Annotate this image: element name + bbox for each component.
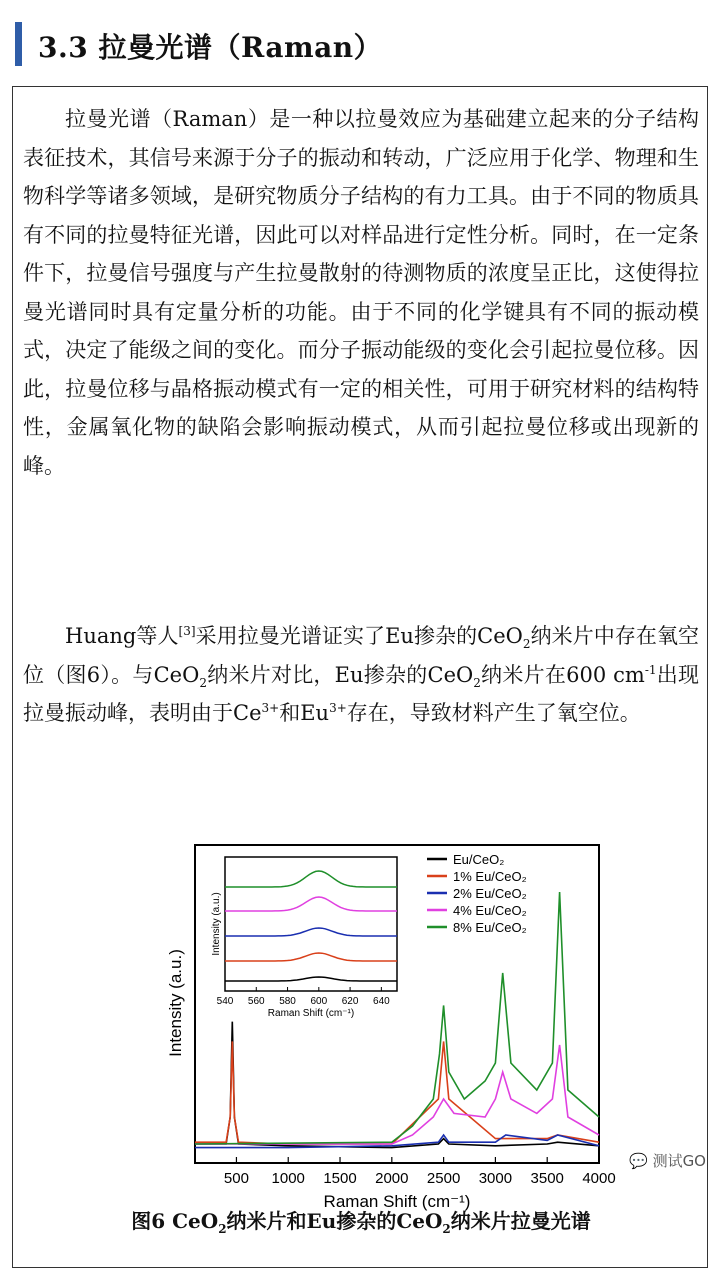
caption-text: 纳米片拉曼光谱 (450, 1209, 591, 1233)
legend-label: 1% Eu/CeO₂ (453, 869, 527, 884)
caption-text: 图6 CeO (131, 1209, 219, 1233)
text-segment: Huang等人 (65, 624, 179, 648)
superscript: 3+ (329, 701, 347, 715)
text-segment: 纳米片在600 cm (480, 662, 645, 687)
inset-x-tick-label: 640 (373, 996, 390, 1007)
caption-subscript: 2 (442, 1222, 451, 1236)
inset-frame (225, 857, 397, 991)
inset-x-tick-label: 600 (310, 996, 328, 1007)
watermark-text: 测试GO (652, 1152, 706, 1170)
superscript: -1 (644, 662, 657, 677)
subscript: 2 (522, 637, 531, 652)
text-segment: 纳米片对比，Eu掺杂的CeO (206, 662, 474, 687)
wechat-icon: 💬 (629, 1152, 648, 1170)
text-segment: 出现拉曼振动峰，表明由于Ce (23, 662, 700, 725)
inset-x-tick-label: 580 (279, 996, 296, 1007)
x-tick-label: 1500 (323, 1170, 357, 1187)
legend-label: 2% Eu/CeO₂ (453, 886, 527, 901)
text-segment: 和Eu (279, 701, 330, 725)
section-accent-bar (15, 22, 22, 66)
figure-caption (13, 1205, 709, 1234)
subscript: 2 (473, 675, 481, 690)
text-segment: 存在，导致材料产生了氧空位。 (346, 701, 641, 725)
caption-text: 纳米片和Eu掺杂的CeO (226, 1209, 443, 1233)
x-tick-label: 1000 (271, 1170, 305, 1187)
x-axis-label: Raman Shift (cm⁻¹) (323, 1192, 471, 1211)
inset-x-tick-label: 560 (247, 996, 265, 1007)
x-tick-label: 3000 (478, 1170, 513, 1187)
inset-y-axis-label: Intensity (a.u.) (211, 892, 222, 956)
x-tick-label: 2000 (375, 1170, 409, 1187)
raman-chart (141, 827, 621, 1213)
x-tick-label: 500 (223, 1170, 249, 1187)
x-tick-label: 2500 (426, 1170, 461, 1187)
inset-x-tick-label: 540 (216, 996, 234, 1007)
subscript: 2 (199, 675, 207, 690)
x-tick-label: 3500 (530, 1170, 564, 1187)
paragraph-1: 拉曼光谱（Raman）是一种以拉曼效应为基础建立起来的分子结构表征技术，其信号来源于分子的振动和转动，广泛应用于化学、物理和生物科学等诸多领域，是研究物质分子结构的有力工具。由于不同的物质具有不同的拉曼特征光谱，因此可以对样品进行定性分析。同时，在一定条件下，拉曼信号强度与产生拉曼散射的待测物质的浓度呈正比，这使得拉曼光谱同时具有定量分析的功能。由于不同的化学键具有不同的振动模式，决定了能级之间的变化。而分子振动能级的变化会引起拉曼位移。因此，拉曼位移与晶格振动模式有一定的相关性，可用于研究材料的结构特性，金属氧化物的缺陷会影响振动模式，从而引起拉曼位移或出现新的峰。 (23, 107, 699, 478)
citation-ref[interactable]: [3] (178, 624, 196, 638)
inset-x-tick-label: 620 (341, 996, 359, 1007)
y-axis-label: Intensity (a.u.) (166, 949, 185, 1057)
legend-label: 8% Eu/CeO₂ (453, 920, 527, 935)
caption-subscript: 2 (218, 1222, 227, 1236)
raman-figure (141, 827, 621, 1213)
content-box (12, 86, 708, 1268)
section-header (12, 18, 708, 70)
text-segment: 采用拉曼光谱证实了Eu掺杂的CeO (195, 624, 523, 648)
legend-label: Eu/CeO₂ (453, 852, 505, 867)
text-segment: 纳米片中存在氧空位（图6）。与CeO (23, 624, 700, 687)
legend-label: 4% Eu/CeO₂ (453, 903, 527, 918)
x-tick-label: 4000 (582, 1170, 616, 1187)
inset-x-axis-label: Raman Shift (cm⁻¹) (267, 1008, 355, 1019)
watermark (629, 1150, 706, 1171)
section-title: 3.3 拉曼光谱（Raman） (38, 31, 383, 64)
superscript: 3+ (261, 701, 280, 715)
paragraph-2 (23, 617, 699, 733)
